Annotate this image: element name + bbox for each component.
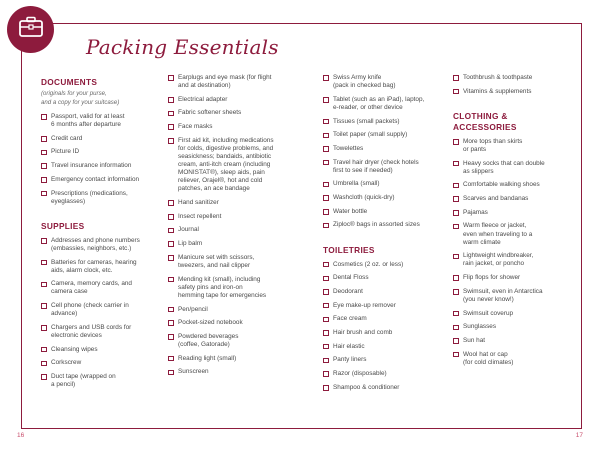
checklist-item-label: Chargers and USB cords for electronic devices [51,323,132,339]
checkbox[interactable] [323,133,329,139]
checkbox[interactable] [453,224,459,230]
checklist-item [41,302,157,318]
checklist-item [168,96,318,104]
checkbox[interactable] [168,320,174,326]
checklist-item [323,370,443,378]
checklist-item-label: Dental Floss [333,274,369,282]
checklist-item-label: Earplugs and eye mask (for flight and at destination) [178,74,272,90]
checklist-item [168,319,318,327]
checkbox[interactable] [168,214,174,220]
checklist-item [323,315,443,323]
checklist-item [323,131,443,139]
checklist-item-label: Swiss Army knife (pack in checked bag) [333,74,396,90]
checklist-toiletries-continued [453,74,588,96]
checklist-supplies-continued [168,74,318,376]
checkbox[interactable] [453,311,459,317]
checklist-item [323,343,443,351]
checkbox[interactable] [41,136,47,142]
checklist-item-label: Cleansing wipes [51,345,98,353]
checklist-item [453,209,588,217]
checklist-item-label: More tops than skirts or pants [463,137,523,153]
checklist-item [323,159,443,175]
checkbox[interactable] [41,163,47,169]
checklist-item [323,194,443,202]
checklist-item [453,252,588,268]
checklist-item-label: Travel insurance information [51,162,132,170]
checklist-item-label: Hair brush and comb [333,329,393,336]
suitcase-icon [18,16,44,43]
checklist-item [323,221,443,229]
checkbox[interactable] [323,344,329,350]
checklist-item-label: Batteries for cameras, hearing aids, alarm clock, etc. [51,258,137,274]
checklist-item [41,259,157,275]
checklist-item-label: Heavy socks that can double as slippers [463,159,545,175]
checklist-item-label: Journal [178,226,199,234]
checkbox[interactable] [168,370,174,376]
checklist-item-label: Razor (disposable) [333,370,387,378]
checklist-item-label: Powdered beverages (coffee, Gatorade) [178,332,239,348]
checklist-item [323,96,443,112]
checkbox[interactable] [168,241,174,247]
checklist-item-label: Sun hat [463,336,486,344]
checklist-item-label: Manicure set with scissors, tweezers, and nail clipper [178,253,255,269]
checklist-item [41,237,157,253]
checklist-item [41,148,157,156]
checkbox[interactable] [323,371,329,377]
column-3 [323,74,443,397]
checkbox[interactable] [453,325,459,331]
checklist-item [168,213,318,221]
checklist-item [323,145,443,153]
checklist-item [168,137,318,194]
checklist-documents [41,113,157,206]
column-2 [168,74,318,382]
checkbox[interactable] [168,97,174,103]
checklist-item [168,333,318,349]
checkbox[interactable] [453,161,459,167]
checklist-item [453,222,588,246]
checklist-item [323,274,443,282]
checklist-item [323,74,443,90]
checklist-item [323,261,443,269]
checklist-item [453,181,588,189]
checklist-supplies-continued-2 [323,74,443,230]
checklist-item [168,276,318,300]
checklist-supplies [41,237,157,389]
checklist-item [168,226,318,234]
checkbox[interactable] [323,330,329,336]
checklist-item-label: Warm fleece or jacket, even when traveling to a warm climate [463,222,533,246]
checklist-item-label: Deodorant [333,287,363,295]
checkbox[interactable] [453,196,459,202]
checklist-item [168,368,318,376]
checkbox[interactable] [41,325,47,331]
checklist-item-label: Hand sanitizer [178,199,219,207]
checkbox[interactable] [41,114,47,120]
checkbox[interactable] [168,356,174,362]
checkbox[interactable] [168,124,174,130]
checklist-item-label: Lip balm [178,240,203,248]
checklist-item-label: Picture ID [51,148,80,156]
checklist-item [41,359,157,367]
checklist-item-label: Cell phone (check carrier in advance) [51,302,129,318]
checkbox[interactable] [323,276,329,282]
checkbox[interactable] [168,228,174,234]
checklist-item [323,356,443,364]
checklist-item [453,160,588,176]
checklist-item-label: Comfortable walking shoes [463,181,540,189]
checklist-item [453,288,588,304]
checkbox[interactable] [323,385,329,391]
checklist-item-label: Scarves and bandanas [463,195,529,203]
checklist-item [41,373,157,389]
checklist-item [41,176,157,184]
checklist-clothing [453,138,588,367]
checklist-item-label: Reading light (small) [178,354,237,362]
checklist-item [323,208,443,216]
checklist-item [453,351,588,367]
checklist-item-label: Tissues (small packets) [333,117,400,125]
checkbox[interactable] [168,111,174,117]
section-heading-supplies: SUPPLIES [41,220,85,231]
checklist-item [168,254,318,270]
checklist-item [323,180,443,188]
checklist-item-label: Fabric softener sheets [178,109,242,117]
checklist-item-label: Passport, valid for at least 6 months after departure [51,113,125,129]
checklist-item [41,346,157,354]
checkbox[interactable] [323,262,329,268]
checkbox[interactable] [168,334,174,340]
checkbox[interactable] [453,289,459,295]
checklist-item-label: Sunscreen [178,368,209,376]
checklist-item-label: Eye make-up remover [333,301,396,309]
checkbox[interactable] [41,361,47,367]
checkbox[interactable] [323,223,329,229]
section-heading-documents: DOCUMENTS [41,77,98,87]
checklist-item-label: Ziploc® bags in assorted sizes [333,221,420,229]
checklist-item-label: Insect repellent [178,212,222,220]
checklist-item-label: Flip flops for shower [463,274,521,282]
checklist-item-label: Electrical adapter [178,95,228,103]
checkbox[interactable] [323,317,329,323]
checklist-item-label: Hair elastic [333,342,365,350]
checklist-item-label: Towelettes [333,144,364,152]
checkbox[interactable] [168,200,174,206]
checklist-item [323,288,443,296]
checkbox[interactable] [453,210,459,216]
checklist-item [453,323,588,331]
checklist-item [453,138,588,154]
checkbox[interactable] [323,358,329,364]
checklist-item-label: Lightweight windbreaker, rain jacket, or poncho [463,252,534,268]
checkbox[interactable] [453,75,459,81]
checklist-item [168,199,318,207]
section-heading-toiletries: TOILETRIES [323,244,375,255]
checklist-item-label: Toothbrush & toothpaste [463,74,533,81]
checklist-toiletries [323,261,443,392]
checklist-item-label: Shampoo & conditioner [333,383,400,391]
checklist-item-label: Panty liners [333,356,367,364]
checklist-item [168,74,318,90]
checkbox[interactable] [453,352,459,358]
checklist-item [453,310,588,318]
checkbox[interactable] [41,177,47,183]
checklist-item-label: Addresses and phone numbers (embassies, neighbors, etc.) [51,236,140,252]
checklist-item-label: Prescriptions (medications, eyeglasses) [51,189,128,205]
documents-note: (originals for your purse, and a copy for your suitcase) [41,90,120,106]
checklist-item-label: Swimsuit, even in Antarctica (you never know!) [463,287,543,303]
checkbox[interactable] [323,289,329,295]
checklist-item [41,113,157,129]
checklist-item [41,135,157,143]
checklist-item-label: Face cream [333,315,367,323]
checklist-item [168,306,318,314]
checklist-item-label: Credit card [51,134,83,142]
checkbox[interactable] [41,282,47,288]
checklist-item [323,302,443,310]
checkbox[interactable] [41,347,47,353]
checklist-item-label: Pocket-sized notebook [178,319,243,327]
checkbox[interactable] [453,183,459,189]
checkbox[interactable] [41,238,47,244]
checkbox[interactable] [323,182,329,188]
checklist-item [323,118,443,126]
checklist-item [168,355,318,363]
clothing-heading-text: CLOTHING & ACCESSORIES [453,110,517,132]
checklist-item [168,240,318,248]
checkbox[interactable] [168,307,174,313]
header-badge [7,6,54,53]
checkbox[interactable] [168,277,174,283]
checklist-item-label: Emergency contact information [51,175,140,183]
checkbox[interactable] [323,97,329,103]
checklist-item [41,162,157,170]
checkbox[interactable] [41,303,47,309]
checklist-item-label: Travel hair dryer (check hotels first to see if needed) [333,158,419,174]
checklist-item-label: Duct tape (wrapped on a pencil) [51,373,116,389]
checkbox[interactable] [323,303,329,309]
checkbox[interactable] [41,150,47,156]
checklist-item [323,329,443,337]
page-number-left: 16 [17,432,25,439]
checkbox[interactable] [323,119,329,125]
checklist-item-label: Face masks [178,123,213,131]
checkbox[interactable] [168,138,174,144]
checkbox[interactable] [168,75,174,81]
checklist-item-label: Wool hat or cap (for cold climates) [463,350,514,366]
checkbox[interactable] [453,139,459,145]
column-1 [41,74,157,395]
checklist-item [453,274,588,282]
checkbox[interactable] [41,260,47,266]
checklist-item-label: Umbrella (small) [333,180,380,188]
checklist-item-label: Mending kit (small), including safety pins and iron-on hemming tape for emergencies [178,275,267,299]
checklist-item [168,109,318,117]
checkbox[interactable] [453,275,459,281]
checkbox[interactable] [453,254,459,260]
checklist-item-label: Washcloth (quick-dry) [333,194,395,202]
checkbox[interactable] [323,160,329,166]
section-heading-clothing [453,111,588,133]
checklist-item-label: Corkscrew [51,359,82,367]
checkbox[interactable] [41,191,47,197]
checklist-item-label: Swimsuit coverup [463,309,514,317]
page-number-right: 17 [575,432,583,439]
checklist-item-label: Pen/pencil [178,305,208,313]
checklist-item-label: Tablet (such as an iPad), laptop, e-reader, or other device [333,95,425,111]
checkbox[interactable] [453,89,459,95]
checkbox[interactable] [323,209,329,215]
checklist-item [453,337,588,345]
checklist-item [453,195,588,203]
page-title: Packing Essentials [86,35,279,59]
checklist-item-label: Sunglasses [463,323,497,331]
checklist-item-label: Cosmetics (2 oz. or less) [333,260,404,268]
checkbox[interactable] [323,195,329,201]
checkbox[interactable] [41,374,47,380]
checkbox[interactable] [323,146,329,152]
checklist-item [323,384,443,392]
checklist-item-label: First aid kit, including medications for colds, digestive problems, and seasickness; bandaids, antibiotic cream, anti-itch cream (including MONISTAT®), sleep aids, pain reliever, Orajel®, hot and cold patches, an ace bandage [178,136,274,193]
checklist-item-label: Vitamins & supplements [463,87,532,95]
checklist-item-label: Water bottle [333,207,368,215]
checklist-item [41,324,157,340]
checklist-item-label: Camera, memory cards, and camera case [51,280,132,296]
checklist-item-label: Pajamas [463,208,488,216]
checklist-item [41,280,157,296]
checkbox[interactable] [168,255,174,261]
checklist-item [453,74,588,82]
checklist-item [168,123,318,131]
checkbox[interactable] [453,338,459,344]
checklist-item [41,190,157,206]
checklist-item-label: Toilet paper (small supply) [333,131,408,139]
checkbox[interactable] [323,75,329,81]
column-4 [453,74,588,372]
checklist-item [453,88,588,96]
